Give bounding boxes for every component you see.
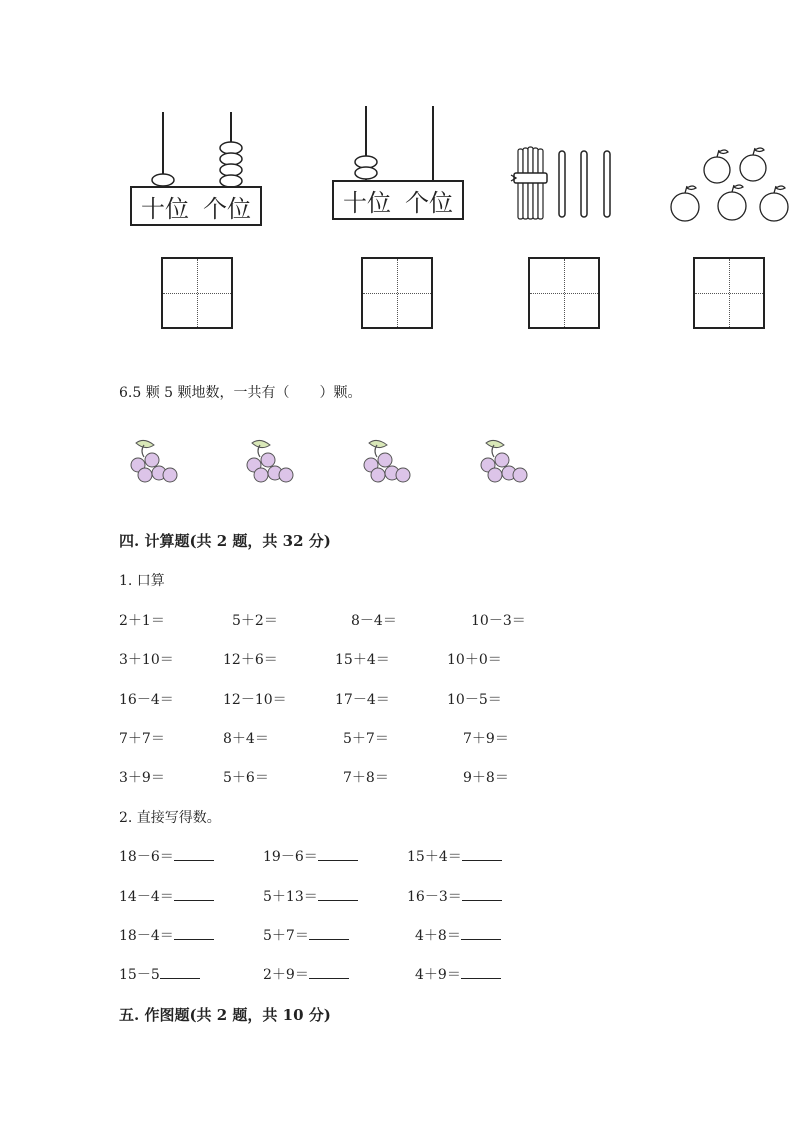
direct-calc-expression: 18－4＝: [119, 928, 174, 944]
direct-calc-expression: 19－6＝: [263, 849, 318, 865]
oral-calc-item: 7＋7＝: [119, 731, 165, 747]
oral-calc-item: 17－4＝: [335, 692, 390, 708]
direct-calc-item: [263, 964, 349, 984]
sticks-figure: [508, 145, 618, 221]
tens-label: 十位: [343, 188, 391, 217]
question-1-title: 1. 口算: [119, 573, 165, 589]
direct-calc-expression: 4＋8＝: [415, 928, 461, 944]
oral-calc-item: 10－3＝: [471, 613, 526, 629]
answer-grid-box[interactable]: [161, 257, 233, 329]
answer-grid-box[interactable]: [528, 257, 600, 329]
section-5-heading: 五. 作图题(共 2 题，共 10 分): [119, 1006, 331, 1024]
direct-calc-item: [119, 886, 214, 906]
grape-cluster: [476, 435, 528, 487]
oral-calc-item: 9＋8＝: [463, 770, 509, 786]
direct-calc-item: [263, 886, 358, 906]
oral-calc-item: 16－4＝: [119, 692, 174, 708]
direct-calc-expression: 15－5: [119, 967, 160, 983]
direct-calc-item: [407, 886, 502, 906]
answer-blank[interactable]: [309, 925, 349, 940]
oral-calc-item: 8＋4＝: [223, 731, 269, 747]
direct-calc-expression: 2＋9＝: [263, 967, 309, 983]
direct-calc-expression: 16－3＝: [407, 889, 462, 905]
section-4-heading: 四. 计算题(共 2 题，共 32 分): [119, 532, 331, 550]
oral-calc-item: 10＋0＝: [447, 652, 502, 668]
direct-calc-item: [119, 925, 214, 945]
place-value-label-1: [130, 186, 262, 226]
apples-icon: [668, 142, 794, 224]
oral-calc-item: 10－5＝: [447, 692, 502, 708]
direct-calc-expression: 18－6＝: [119, 849, 174, 865]
tens-label: 十位: [141, 194, 189, 223]
oral-calc-item: 5＋7＝: [343, 731, 389, 747]
grape-cluster: [126, 435, 178, 487]
grape-cluster: [359, 435, 411, 487]
question-2-title: 2. 直接写得数。: [119, 810, 221, 826]
direct-calc-expression: 14－4＝: [119, 889, 174, 905]
direct-calc-item: [415, 925, 501, 945]
oral-calc-item: 5＋6＝: [223, 770, 269, 786]
grape-icon: [126, 435, 178, 487]
direct-calc-expression: 4＋9＝: [415, 967, 461, 983]
answer-blank[interactable]: [462, 886, 502, 901]
question-6-text-end: ）颗。: [319, 385, 362, 401]
answer-blank[interactable]: [461, 925, 501, 940]
answer-blank[interactable]: [318, 886, 358, 901]
sticks-bundle-icon: [508, 145, 618, 221]
direct-calc-item: [119, 846, 214, 866]
place-value-label-2: [332, 180, 464, 220]
oral-calc-item: 8－4＝: [351, 613, 397, 629]
oral-calc-item: 3＋10＝: [119, 652, 174, 668]
oral-calc-item: 7＋8＝: [343, 770, 389, 786]
grape-icon: [476, 435, 528, 487]
question-6: [119, 382, 362, 402]
direct-calc-item: [263, 846, 358, 866]
grape-cluster: [242, 435, 294, 487]
answer-blank[interactable]: [174, 846, 214, 861]
direct-calc-expression: 15＋4＝: [407, 849, 462, 865]
question-6-text-start: 6.5 颗 5 颗地数，一共有（: [119, 385, 290, 401]
answer-blank[interactable]: [160, 964, 200, 979]
grape-icon: [242, 435, 294, 487]
answer-grid-box[interactable]: [693, 257, 765, 329]
direct-calc-item: [263, 925, 349, 945]
answer-grid-box[interactable]: [361, 257, 433, 329]
oral-calc-item: 12＋6＝: [223, 652, 278, 668]
direct-calc-item: [415, 964, 501, 984]
grape-icon: [359, 435, 411, 487]
oral-calc-item: 12－10＝: [223, 692, 287, 708]
apples-figure: [668, 142, 794, 224]
answer-blank[interactable]: [462, 846, 502, 861]
answer-blank[interactable]: [309, 964, 349, 979]
ones-label: 个位: [405, 188, 453, 217]
answer-blank[interactable]: [461, 964, 501, 979]
answer-blank[interactable]: [174, 925, 214, 940]
ones-label: 个位: [203, 194, 251, 223]
direct-calc-expression: 5＋7＝: [263, 928, 309, 944]
direct-calc-expression: 5＋13＝: [263, 889, 318, 905]
oral-calc-item: 3＋9＝: [119, 770, 165, 786]
answer-blank[interactable]: [174, 886, 214, 901]
direct-calc-item: [407, 846, 502, 866]
oral-calc-item: 15＋4＝: [335, 652, 390, 668]
direct-calc-item: [119, 964, 200, 984]
oral-calc-item: 7＋9＝: [463, 731, 509, 747]
answer-blank[interactable]: [318, 846, 358, 861]
oral-calc-item: 5＋2＝: [232, 613, 278, 629]
oral-calc-item: 2＋1＝: [119, 613, 165, 629]
